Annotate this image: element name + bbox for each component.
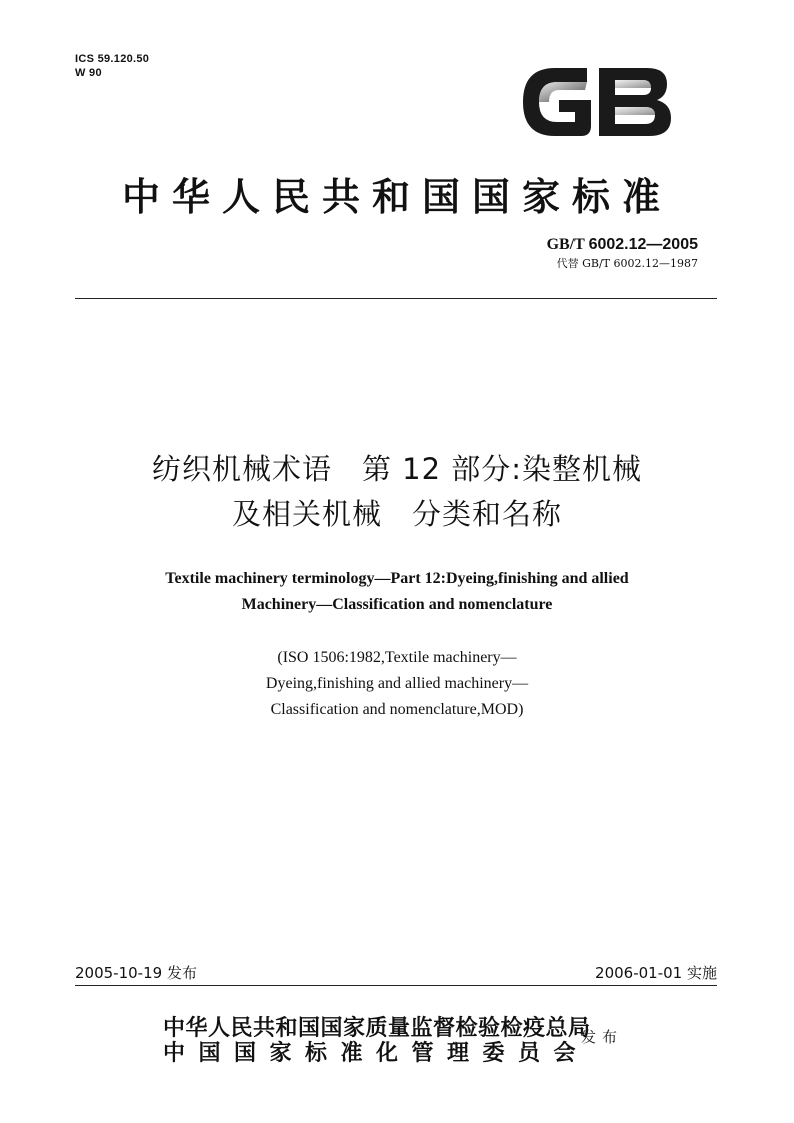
implementation-date: 2006-01-01 实施 (595, 964, 717, 982)
chinese-title-line-2: 及相关机械 分类和名称 (231, 497, 562, 531)
gb-logo (515, 62, 675, 142)
header-divider (75, 298, 717, 299)
standard-number-block (547, 236, 698, 271)
chinese-title-line-1: 纺织机械术语 第 12 部分:染整机械 (151, 452, 643, 486)
issue-date: 2005-10-19 发布 (75, 964, 197, 982)
publish-label: 发布 (581, 1028, 624, 1046)
classification-codes (75, 52, 149, 80)
standard-code (547, 236, 698, 254)
footer-divider (75, 985, 717, 986)
iso-reference-line-3: Classification and nomenclature,MOD) (270, 701, 524, 718)
english-title-line-2: Machinery—Classification and nomenclature (241, 596, 553, 613)
issuing-authority-1: 中华人民共和国国家质量监督检验检疫总局 (163, 1016, 591, 1041)
ccs-code: W 90 (75, 67, 102, 79)
english-title-line-1: Textile machinery terminology—Part 12:Dyeing,finishing and allied (165, 570, 629, 587)
standard-code-prefix: GB/T (546, 236, 585, 253)
ics-code: ICS 59.120.50 (75, 53, 150, 65)
english-title (0, 566, 794, 618)
standard-code-number: 6002.12—2005 (588, 236, 698, 253)
replaces-standard: 代替 GB/T 6002.12—1987 (556, 257, 698, 270)
issuing-authority-2: 中国国家标准化管理委员会 (163, 1041, 590, 1066)
iso-reference-line-1: (ISO 1506:1982,Textile machinery— (277, 649, 517, 666)
national-standard-title: 中华人民共和国国家标准 (121, 175, 672, 219)
chinese-title (0, 447, 794, 537)
iso-reference (0, 645, 794, 723)
iso-reference-line-2: Dyeing,finishing and allied machinery— (265, 675, 529, 692)
